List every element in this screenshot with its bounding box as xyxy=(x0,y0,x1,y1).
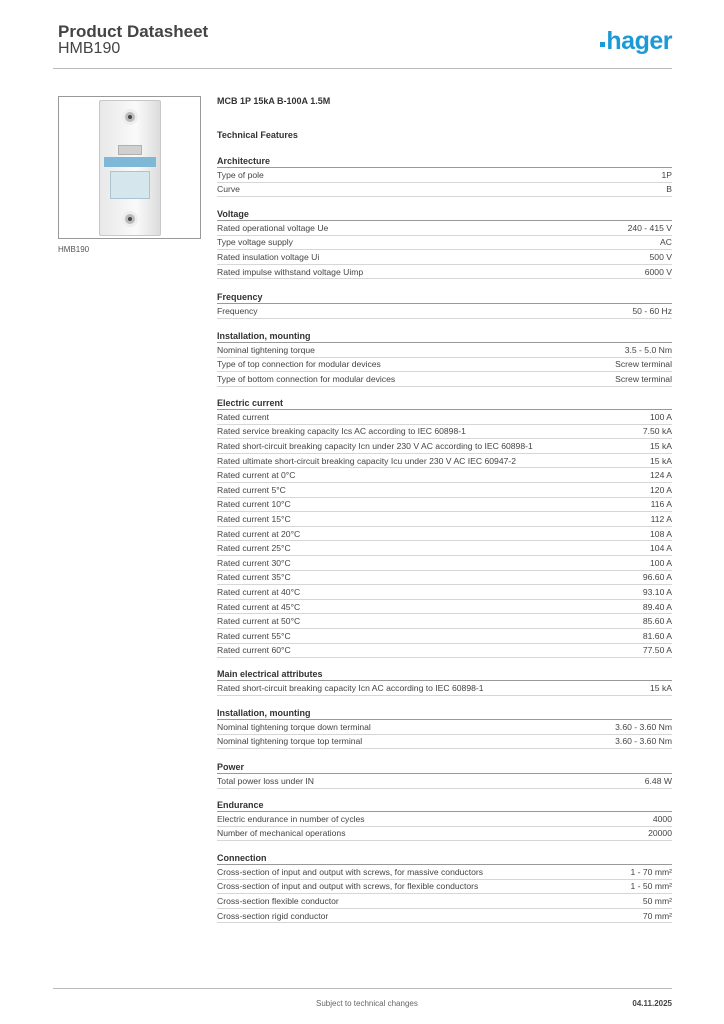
spec-label: Rated current 30°C xyxy=(217,557,291,568)
spec-row xyxy=(217,556,672,571)
spec-value: 81.60 A xyxy=(642,630,672,641)
spec-label: Rated current 55°C xyxy=(217,630,291,641)
document-subtitle: HMB190 xyxy=(58,40,121,57)
section-title: Frequency xyxy=(217,292,672,304)
spec-value: 112 A xyxy=(650,513,672,524)
spec-value: 89.40 A xyxy=(642,601,672,612)
spec-value: 20000 xyxy=(648,828,672,839)
spec-section xyxy=(217,853,672,923)
spec-label: Cross-section of input and output with screws, for flexible conductors xyxy=(217,881,479,892)
product-image xyxy=(58,96,201,239)
spec-label: Number of mechanical operations xyxy=(217,828,346,839)
spec-section xyxy=(217,292,672,319)
spec-label: Rated current 35°C xyxy=(217,572,291,583)
spec-row xyxy=(217,183,672,198)
spec-value: 7.50 kA xyxy=(642,426,672,437)
spec-value: 4000 xyxy=(652,813,672,824)
section-title: Installation, mounting xyxy=(217,331,672,343)
spec-label: Rated impulse withstand voltage Uimp xyxy=(217,266,364,277)
spec-value: 15 kA xyxy=(650,682,672,693)
spec-label: Rated current at 45°C xyxy=(217,601,301,612)
spec-row xyxy=(217,827,672,842)
brand-name: hager xyxy=(606,27,672,55)
spec-value: Screw terminal xyxy=(615,373,672,384)
spec-value: 15 kA xyxy=(650,440,672,451)
spec-label: Nominal tightening torque top terminal xyxy=(217,736,363,747)
spec-value: 240 - 415 V xyxy=(627,222,672,233)
spec-row xyxy=(217,865,672,880)
spec-value: 50 mm² xyxy=(642,895,672,906)
spec-value: 1 - 50 mm² xyxy=(630,881,672,892)
spec-row xyxy=(217,425,672,440)
spec-row xyxy=(217,527,672,542)
spec-row xyxy=(217,774,672,789)
spec-label: Type voltage supply xyxy=(217,237,293,248)
spec-row xyxy=(217,221,672,236)
spec-label: Cross-section of input and output with screws, for massive conductors xyxy=(217,866,484,877)
spec-row xyxy=(217,483,672,498)
section-title: Installation, mounting xyxy=(217,708,672,720)
spec-row xyxy=(217,512,672,527)
spec-label: Rated current at 50°C xyxy=(217,616,301,627)
spec-label: Cross-section rigid conductor xyxy=(217,910,329,921)
spec-section xyxy=(217,800,672,841)
spec-row xyxy=(217,720,672,735)
page-header xyxy=(58,20,674,68)
spec-value: 100 A xyxy=(650,557,672,568)
spec-row xyxy=(217,614,672,629)
spec-label: Rated current 10°C xyxy=(217,499,291,510)
spec-label: Rated current at 0°C xyxy=(217,470,296,481)
spec-row xyxy=(217,439,672,454)
spec-label: Rated current 5°C xyxy=(217,484,286,495)
spec-label: Rated current xyxy=(217,411,270,422)
spec-label: Rated operational voltage Ue xyxy=(217,222,329,233)
image-caption: HMB190 xyxy=(58,245,90,254)
spec-row xyxy=(217,236,672,251)
spec-label: Rated current 60°C xyxy=(217,645,291,656)
spec-row xyxy=(217,735,672,750)
top-screw-icon xyxy=(122,109,138,125)
spec-section xyxy=(217,708,672,749)
spec-value: 124 A xyxy=(650,470,672,481)
document-title: Product Datasheet xyxy=(58,22,209,41)
spec-label: Rated ultimate short-circuit breaking capacity Icu under 230 V AC IEC 60947-2 xyxy=(217,455,517,466)
spec-value: 15 kA xyxy=(650,455,672,466)
spec-label: Nominal tightening torque down terminal xyxy=(217,721,371,732)
spec-label: Total power loss under IN xyxy=(217,775,314,786)
spec-row xyxy=(217,585,672,600)
spec-value: 1 - 70 mm² xyxy=(630,866,672,877)
spec-value: 3.5 - 5.0 Nm xyxy=(624,344,672,355)
spec-label: Frequency xyxy=(217,305,258,316)
spec-label: Rated service breaking capacity Ics AC according to IEC 60898-1 xyxy=(217,426,466,437)
spec-row xyxy=(217,681,672,696)
spec-label: Rated short-circuit breaking capacity Icn under 230 V AC according to IEC 60898-1 xyxy=(217,440,533,451)
spec-label: Type of pole xyxy=(217,169,264,180)
spec-value: 50 - 60 Hz xyxy=(632,305,672,316)
spec-section xyxy=(217,669,672,696)
header-divider xyxy=(53,68,672,69)
spec-label: Nominal tightening torque xyxy=(217,344,315,355)
section-title: Main electrical attributes xyxy=(217,669,672,681)
spec-row xyxy=(217,600,672,615)
spec-value: 6000 V xyxy=(644,266,672,277)
circuit-breaker-illustration xyxy=(99,100,161,236)
spec-label: Electric endurance in number of cycles xyxy=(217,813,365,824)
spec-row xyxy=(217,629,672,644)
spec-value: 104 A xyxy=(650,543,672,554)
spec-value: 85.60 A xyxy=(642,616,672,627)
spec-row xyxy=(217,265,672,280)
section-title: Architecture xyxy=(217,156,672,168)
spec-row xyxy=(217,894,672,909)
spec-row xyxy=(217,454,672,469)
breaker-label-band xyxy=(104,157,156,167)
spec-row xyxy=(217,909,672,924)
section-title: Power xyxy=(217,762,672,774)
spec-section xyxy=(217,156,672,197)
spec-value: 96.60 A xyxy=(642,572,672,583)
spec-label: Rated current at 20°C xyxy=(217,528,301,539)
spec-label: Cross-section flexible conductor xyxy=(217,895,339,906)
spec-row xyxy=(217,168,672,183)
spec-value: Screw terminal xyxy=(615,359,672,370)
spec-value: 3.60 - 3.60 Nm xyxy=(615,736,672,747)
brand-logo xyxy=(600,27,672,56)
spec-value: AC xyxy=(660,237,672,248)
spec-row xyxy=(217,498,672,513)
bottom-screw-icon xyxy=(122,211,138,227)
spec-section xyxy=(217,209,672,279)
spec-label: Rated current 25°C xyxy=(217,543,291,554)
spec-label: Rated short-circuit breaking capacity Icn AC according to IEC 60898-1 xyxy=(217,682,484,693)
spec-row xyxy=(217,410,672,425)
spec-row xyxy=(217,250,672,265)
spec-label: Curve xyxy=(217,184,240,195)
spec-row xyxy=(217,812,672,827)
spec-value: 77.50 A xyxy=(642,645,672,656)
spec-row xyxy=(217,372,672,387)
spec-value: 500 V xyxy=(649,251,672,262)
spec-label: Rated current at 40°C xyxy=(217,586,301,597)
spec-value: 6.48 W xyxy=(644,775,672,786)
spec-value: 100 A xyxy=(650,411,672,422)
footer-date: 04.11.2025 xyxy=(632,999,672,1008)
spec-value: 93.10 A xyxy=(642,586,672,597)
product-name: MCB 1P 15kA B-100A 1.5M xyxy=(217,96,331,106)
footer-note: Subject to technical changes xyxy=(316,999,418,1008)
spec-row xyxy=(217,644,672,659)
logo-dot-icon xyxy=(600,42,605,47)
section-title: Electric current xyxy=(217,398,672,410)
spec-section xyxy=(217,398,672,658)
section-title: Voltage xyxy=(217,209,672,221)
spec-row xyxy=(217,571,672,586)
footer-divider xyxy=(53,988,672,989)
spec-row xyxy=(217,304,672,319)
breaker-handle xyxy=(118,145,142,155)
spec-row xyxy=(217,541,672,556)
spec-section xyxy=(217,331,672,387)
spec-label: Rated current 15°C xyxy=(217,513,291,524)
spec-row xyxy=(217,358,672,373)
section-title: Connection xyxy=(217,853,672,865)
spec-value: 120 A xyxy=(650,484,672,495)
spec-value: 108 A xyxy=(650,528,672,539)
spec-value: 3.60 - 3.60 Nm xyxy=(615,721,672,732)
spec-row xyxy=(217,880,672,895)
spec-value: 116 A xyxy=(650,499,672,510)
spec-label: Type of bottom connection for modular devices xyxy=(217,373,396,384)
spec-section xyxy=(217,762,672,789)
spec-value: B xyxy=(666,184,672,195)
spec-row xyxy=(217,468,672,483)
spec-label: Rated insulation voltage Ui xyxy=(217,251,320,262)
spec-row xyxy=(217,343,672,358)
features-heading: Technical Features xyxy=(217,130,298,140)
breaker-window xyxy=(110,171,150,199)
spec-value: 70 mm² xyxy=(642,910,672,921)
spec-value: 1P xyxy=(661,169,672,180)
spec-label: Type of top connection for modular devices xyxy=(217,359,381,370)
section-title: Endurance xyxy=(217,800,672,812)
